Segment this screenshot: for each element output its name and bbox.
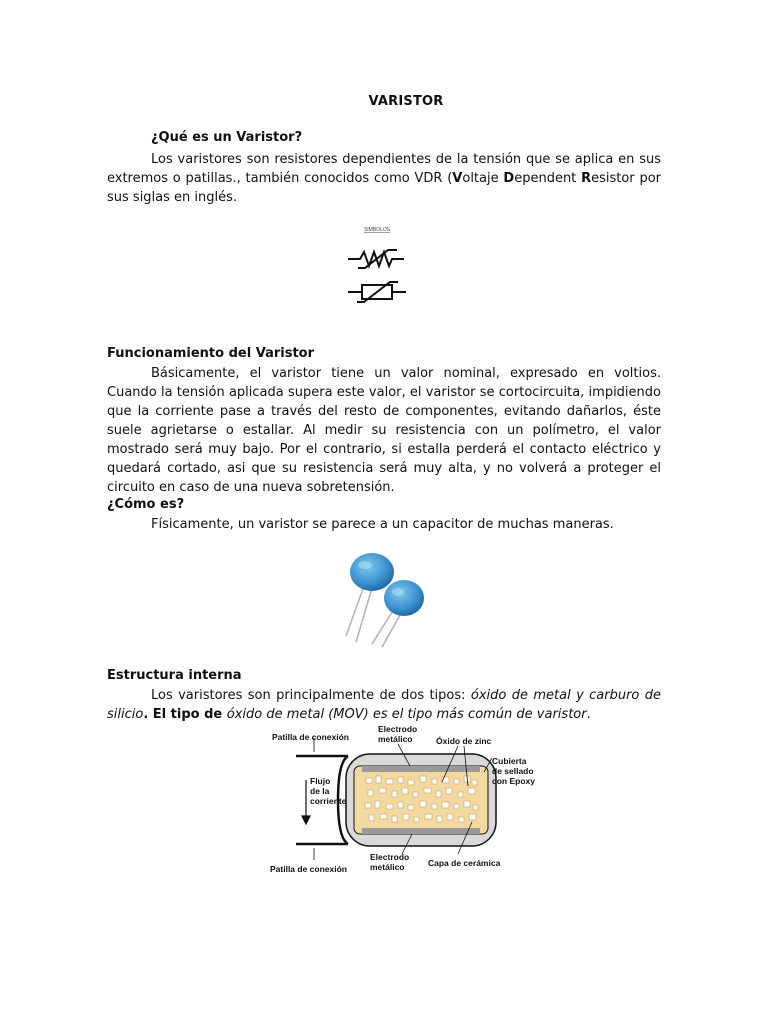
label-capa-ceramica: Capa de cerámica <box>428 858 501 868</box>
paragraph-funcionamiento <box>107 364 661 497</box>
bold-d: D <box>503 171 515 186</box>
label-cubierta-2: de sellado <box>492 766 534 776</box>
paragraph-estructura-text: Los varistores son principalmente de dos tipos: <box>151 688 471 703</box>
italic-tipos: óxido de metal y carburo de silicio <box>107 688 662 722</box>
paragraph-que-es-text: Los varistores son resistores dependientes de la tensión que se aplica en sus extremos o patillas., también conocidos como VDR ( <box>107 152 661 186</box>
text-el-tipo: . El tipo de <box>143 707 227 722</box>
paragraph-que-es <box>107 150 661 207</box>
paragraph-como-es-text: Físicamente, un varistor se parece a un capacitor de muchas maneras. <box>151 517 614 532</box>
varistor-symbols-figure <box>340 222 412 308</box>
text-oltaje: oltaje <box>462 171 504 186</box>
italic-mov: óxido de metal (MOV) es el tipo más común de varistor <box>226 707 587 722</box>
bold-v: V <box>452 171 463 186</box>
current-flow-arrow <box>302 780 310 824</box>
label-electrodo-top-1: Electrodo <box>378 724 418 734</box>
heading-estructura: Estructura interna <box>107 668 242 683</box>
paragraph-como-es <box>107 515 661 534</box>
heading-como-es: ¿Cómo es? <box>107 497 185 512</box>
bold-r: R <box>581 171 592 186</box>
label-electrodo-bottom-2: metálico <box>370 862 405 872</box>
heading-funcionamiento: Funcionamiento del Varistor <box>107 346 314 361</box>
varistor-disc-front <box>384 580 424 616</box>
text-period: . <box>586 707 591 722</box>
document-title: VARISTOR <box>368 94 444 109</box>
label-cubierta-1: Cubierta <box>492 756 527 766</box>
varistor-photo <box>334 548 444 648</box>
symbol-caption: SIMBOLOS <box>363 227 391 233</box>
internal-structure-diagram <box>262 722 562 882</box>
text-ependent: ependent <box>514 171 582 186</box>
label-flujo-2: de la <box>310 786 330 796</box>
label-electrodo-bottom-1: Electrodo <box>370 852 410 862</box>
label-oxido-zinc: Óxido de zinc <box>436 736 492 746</box>
label-flujo-1: Flujo <box>310 776 331 786</box>
label-electrodo-top-2: metálico <box>378 734 413 744</box>
label-flujo-3: corriente <box>310 796 347 806</box>
heading-que-es: ¿Qué es un Varistor? <box>151 130 303 145</box>
paragraph-funcionamiento-text: Básicamente, el varistor tiene un valor nominal, expresado en voltios. Cuando la tensión aplicada supera este valor, el varistor se cortocircuita, impidiendo que la corriente pase a través del resto de componentes, evitando dañarlos, éste suele agrietarse o estallar. Al medir su resistencia con un polímetro, el valor mostrado será muy bajo. Por el contrario, si estalla perderá el contacto eléctrico y quedará cortado, asi que su resistencia será muy alta, y no volverá a proteger el circuito en caso de una nueva sobretensión. <box>107 366 661 495</box>
text-esistor: esistor por sus siglas en inglés. <box>107 171 661 205</box>
varistor-symbol-zigzag <box>348 250 404 268</box>
label-cubierta-3: con Epoxy <box>492 776 535 786</box>
electrode-bottom <box>362 828 480 834</box>
label-patilla-top: Patilla de conexión <box>272 732 349 742</box>
electrode-top <box>362 766 480 772</box>
varistor-symbol-box <box>348 282 406 302</box>
paragraph-estructura <box>107 686 661 724</box>
varistor-disc-back <box>350 553 394 591</box>
label-patilla-bottom: Patilla de conexión <box>270 864 347 874</box>
